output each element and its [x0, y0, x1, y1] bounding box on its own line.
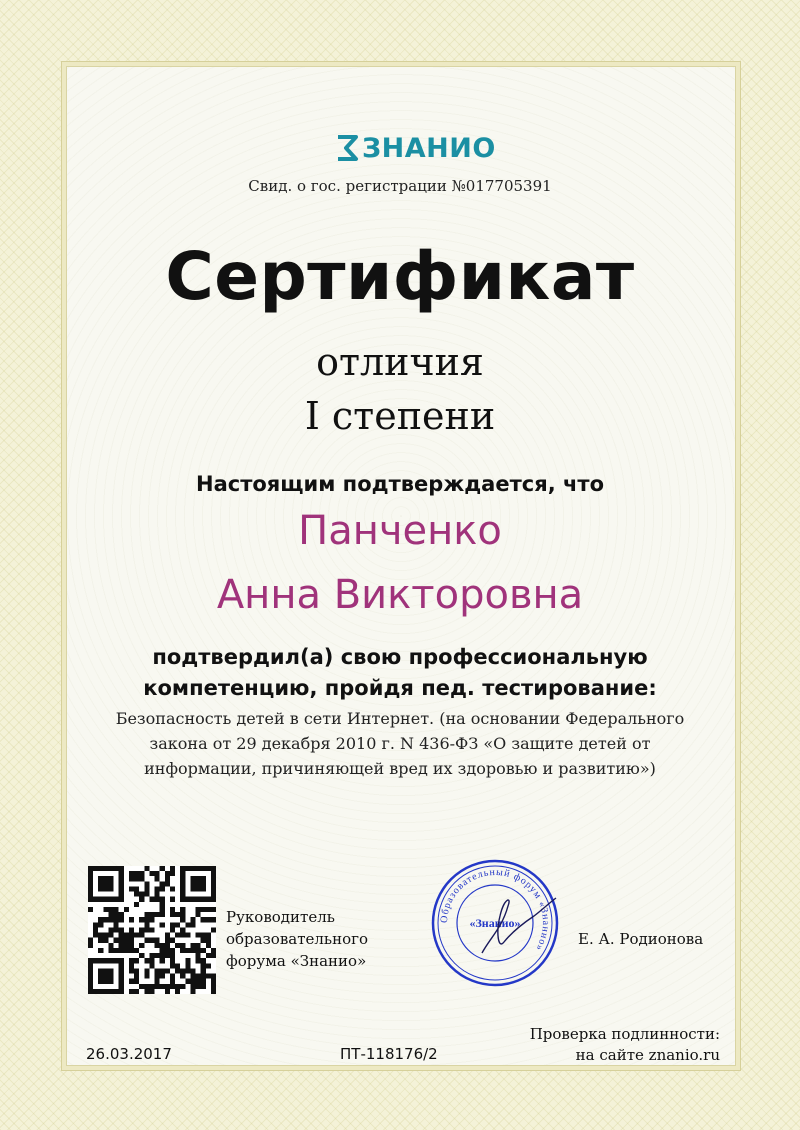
issue-date: 26.03.2017	[86, 1045, 172, 1063]
topic-text: Безопасность детей в сети Интернет. (на основании Федерального закона от 29 декабря 2010 г. N 436-ФЗ «О защите детей от информации, причиняющей вред их здоровью и развитию»)	[115, 709, 685, 778]
stamp-ring-text: Образовательный форум «Знанио»	[438, 866, 552, 954]
certificate-number: ПТ-118176/2	[340, 1045, 438, 1063]
signer-name: Е. А. Родионова	[578, 930, 704, 948]
verification-text: Проверка подлинности: на сайте znanio.ru	[529, 1025, 720, 1064]
qr-code[interactable]	[88, 866, 216, 994]
logo-text: ЗНАНИО	[362, 132, 496, 164]
znanio-logo	[336, 128, 496, 168]
professional-text: подтвердил(а) свою профессиональную компетенцию, пройдя пед. тестирование:	[143, 645, 657, 700]
recipient-surname: Панченко	[298, 508, 502, 554]
official-stamp	[430, 858, 560, 988]
stamp-center-text: «Знанио»	[469, 916, 521, 930]
confirm-text: Настоящим подтверждается, что	[196, 472, 604, 496]
recipient-given-name: Анна Викторовна	[216, 572, 584, 618]
svg-text:Образовательный форум «Знанио»	[439, 867, 551, 953]
registration-number: Свид. о гос. регистрации №017705391	[248, 177, 552, 195]
certificate-title: Сертификат	[165, 238, 635, 315]
leader-text: Руководитель образовательного форума «Знанио»	[226, 908, 368, 970]
certificate-subtitle-1: отличия	[316, 340, 484, 384]
znanio-logo-icon	[336, 133, 360, 163]
certificate-subtitle-2: I степени	[304, 394, 496, 438]
